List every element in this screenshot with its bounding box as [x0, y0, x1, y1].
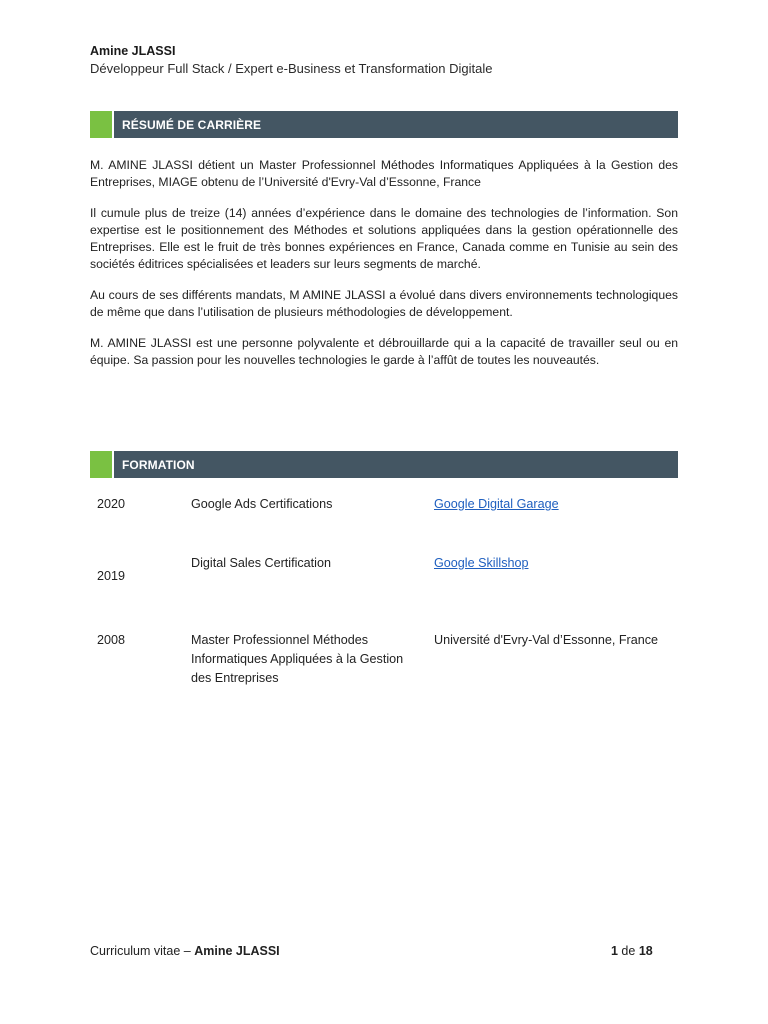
footer-page-number [611, 944, 653, 958]
formation-org: Université d'Evry-Val d’Essonne, France [434, 633, 659, 647]
formation-year: 2020 [97, 497, 126, 511]
formation-org-link[interactable]: Google Digital Garage [434, 497, 559, 511]
section-heading-career: RÉSUMÉ DE CARRIÈRE [122, 117, 262, 132]
career-paragraph: M. AMINE JLASSI est une personne polyvalente et débrouillarde qui a la capacité de travailler seul ou en équipe. Sa passion pour les nouvelles technologies le garde à l’affût de toutes les nouveautés. [90, 336, 678, 367]
cv-page [90, 0, 678, 1024]
section-bar-career [90, 111, 678, 138]
formation-org-link[interactable]: Google Skillshop [434, 556, 529, 570]
formation-title: Google Ads Certifications [191, 497, 333, 511]
footer-cv-name: Amine JLASSI [194, 944, 280, 958]
career-paragraph: Il cumule plus de treize (14) années d’expérience dans le domaine des technologies de l’information. Son expertise est le positionnement des Méthodes et solutions appliquées dans la gestion opérationnelle des Entreprises. Elle est le fruit de très bonnes expériences en France, Canada comme en Tunisie au sein des sociétés éditrices spécialisées et leaders sur leurs segments de marché. [90, 206, 678, 271]
section-heading-formation: FORMATION [122, 457, 195, 472]
formation-title: Master Professionnel Méthodes Informatiques Appliquées à la Gestion des Entreprises [191, 633, 404, 685]
section-bar-formation [90, 451, 678, 478]
section-accent-block [90, 451, 112, 478]
footer-cv-label [90, 944, 280, 958]
header-name: Amine JLASSI [90, 44, 176, 58]
formation-year: 2008 [97, 633, 126, 647]
formation-year: 2019 [97, 569, 126, 583]
header-job-title: Développeur Full Stack / Expert e-Business et Transformation Digitale [90, 61, 493, 76]
formation-title: Digital Sales Certification [191, 556, 331, 570]
footer-cv-text: Curriculum vitae – [90, 944, 195, 958]
footer-page-sep: de [617, 944, 639, 958]
career-paragraph: M. AMINE JLASSI détient un Master Professionnel Méthodes Informatiques Appliquées à la Gestion des Entreprises, MIAGE obtenu de l’Université d'Evry-Val d’Essonne, France [90, 158, 678, 189]
career-paragraph: Au cours de ses différents mandats, M AMINE JLASSI a évolué dans divers environnements technologiques de même que dans l’utilisation de plusieurs méthodologies de développement. [90, 288, 678, 319]
footer-page-total: 18 [638, 944, 653, 958]
section-accent-block [90, 111, 112, 138]
footer-page-current: 1 [611, 944, 618, 958]
